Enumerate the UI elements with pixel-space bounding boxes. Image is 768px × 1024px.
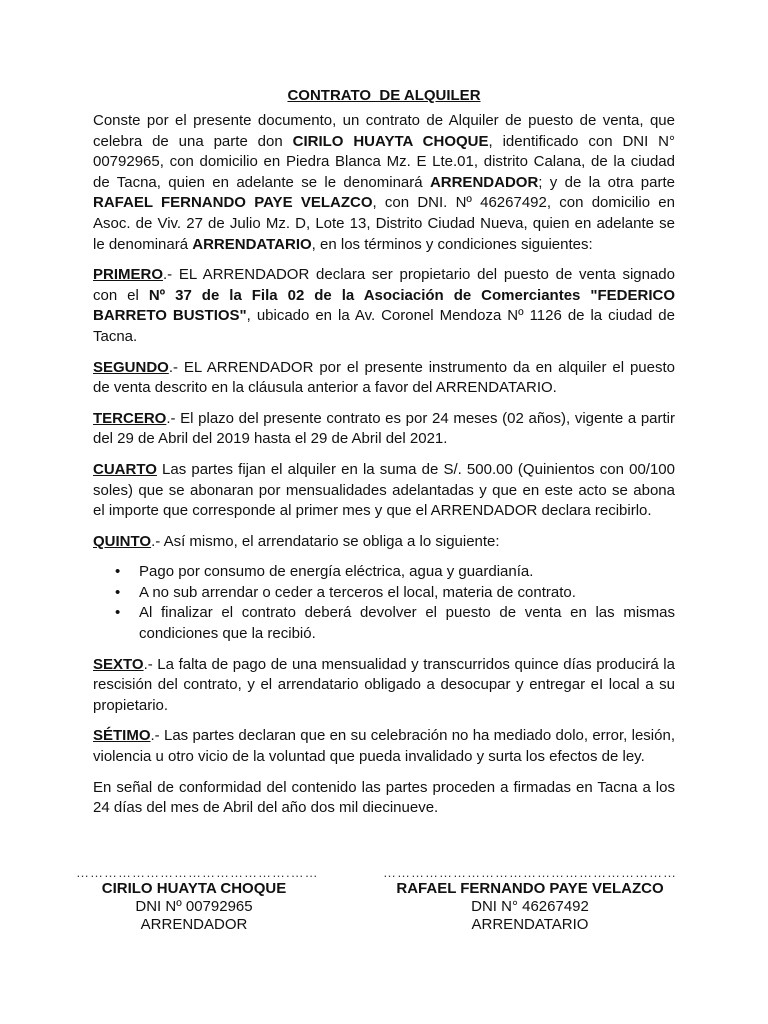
text-run: Las partes fijan el alquiler en la suma de S/. 500.00 (Quinientos con 00/100 soles) que se abonaran por mensualidades adelantadas y que en este acto se abona el importe que corresponde al primer mes y que el ARRENDADOR declara recibirlo.	[93, 460, 675, 520]
bullet-icon: •	[115, 563, 121, 581]
bold-text: ARRENDATARIO	[192, 235, 312, 253]
clause-text	[93, 410, 675, 448]
clause-heading: PRIMERO	[93, 266, 164, 284]
document-title: CONTRATO DE ALQUILER	[287, 87, 481, 104]
signer-name: RAFAEL FERNANDO PAYE VELAZCO	[396, 880, 664, 897]
signer-role: ARRENDATARIO	[471, 916, 589, 933]
list-item	[115, 583, 675, 604]
list-item	[115, 603, 675, 644]
bullet-icon: •	[115, 604, 121, 622]
text-run: , ubicado en la Av. Coronel Mendoza Nº 1126 de la ciudad de Tacna.	[93, 307, 675, 345]
text-run: .- Así mismo, el arrendatario se obliga a lo siguiente:	[151, 532, 500, 550]
signer-name: CIRILO HUAYTA CHOQUE	[101, 880, 287, 897]
clause-primero	[93, 265, 675, 347]
clause-heading: QUINTO	[93, 532, 152, 550]
bullet-icon: •	[115, 583, 121, 601]
list-item-text: Al finalizar el contrato deberá devolver el puesto de venta en las mismas condiciones que la recibió.	[139, 604, 675, 643]
clause-heading: SEGUNDO	[93, 358, 169, 376]
signer-dni: DNI N° 46267492	[471, 898, 589, 915]
signature-line: ……………………………………….……	[76, 865, 319, 880]
bold-text: RAFAEL FERNANDO PAYE VELAZCO	[93, 194, 373, 212]
clause-heading: SÉTIMO	[93, 727, 151, 745]
clause-cuarto	[93, 460, 675, 522]
signature-line: ………………………………………………………	[383, 865, 677, 880]
text-run: .- Las partes declaran que en su celebración no ha mediado dolo, error, lesión, violencia u otro vicio de la voluntad que pueda invalidado y surta los efectos de ley.	[93, 727, 675, 766]
signer-role: ARRENDADOR	[140, 916, 248, 933]
text-run: .- EL ARRENDADOR por el presente instrumento da en alquiler el puesto de venta descrito en la cláusula anterior a favor del ARRENDATARIO.	[93, 358, 675, 397]
clause-text	[93, 266, 675, 345]
obligations-list	[93, 562, 675, 644]
text-run: .- La falta de pago de una mensualidad y transcurridos quince días producirá la rescisión del contrato, y el arrendatario obligado a desocupar y entregar eI local a su propietario.	[93, 655, 675, 714]
clause-text	[93, 461, 675, 519]
clause-text	[93, 656, 675, 714]
clause-heading: CUARTO	[93, 460, 157, 478]
list-item-text: A no sub arrendar o ceder a terceros el local, materia de contrato.	[139, 583, 576, 601]
clause-setimo	[93, 726, 675, 767]
bold-text: ARRENDADOR	[429, 173, 539, 191]
text-run: .- El plazo del presente contrato es por 24 meses (02 años), vigente a partir del 29 de Abril del 2019 hasta el 29 de Abril del 2021.	[93, 409, 675, 448]
list-item-text: Pago por consumo de energía eléctrica, agua y guardianía.	[139, 563, 534, 581]
clause-text	[93, 359, 675, 397]
signature-block-arrendatario	[382, 866, 678, 934]
text-run: ; y de la otra parte	[538, 173, 675, 191]
clause-heading: TERCERO	[93, 409, 167, 427]
text-run: Conste por el presente documento, un contrato de Alquiler de puesto de venta, que celebra de una parte don	[93, 112, 675, 150]
clause-tercero	[93, 409, 675, 450]
clause-sexto	[93, 655, 675, 717]
signer-dni: DNI Nº 00792965	[135, 898, 253, 915]
clause-quinto	[93, 532, 675, 553]
clause-heading: SEXTO	[93, 655, 144, 673]
signature-block-arrendador	[76, 865, 319, 934]
text-run: , identificado con DNI N° 00792965, con domicilio en Piedra Blanca Mz. E Lte.01, distrito Calana, de la ciudad de Tacna, quien en adelante se le denominará	[93, 132, 676, 191]
text-run: , en los términos y condiciones siguientes:	[311, 235, 593, 253]
document-body	[93, 111, 675, 829]
text-run: .- EL ARRENDADOR declara ser propietario del puesto de venta signado con el	[93, 266, 675, 304]
clause-text	[151, 533, 500, 550]
clause-segundo	[93, 358, 675, 399]
intro-paragraph	[93, 111, 675, 255]
closing-paragraph: En señal de conformidad del contenido las partes proceden a firmadas en Tacna a los 24 días del mes de Abril del año dos mil diecinueve.	[93, 778, 675, 817]
list-item	[115, 562, 675, 583]
bold-text: CIRILO HUAYTA CHOQUE	[292, 132, 489, 150]
clause-text	[93, 727, 675, 765]
bold-text: Nº 37 de la Fila 02 de la Asociación de Comerciantes "FEDERICO BARRETO BUSTIOS"	[93, 286, 675, 325]
text-run: , con DNI. Nº 46267492, con domicilio en Asoc. de Viv. 27 de Julio Mz. D, Lote 13, Distrito Ciudad Nueva, quien en adelante se le denominará	[93, 194, 675, 253]
